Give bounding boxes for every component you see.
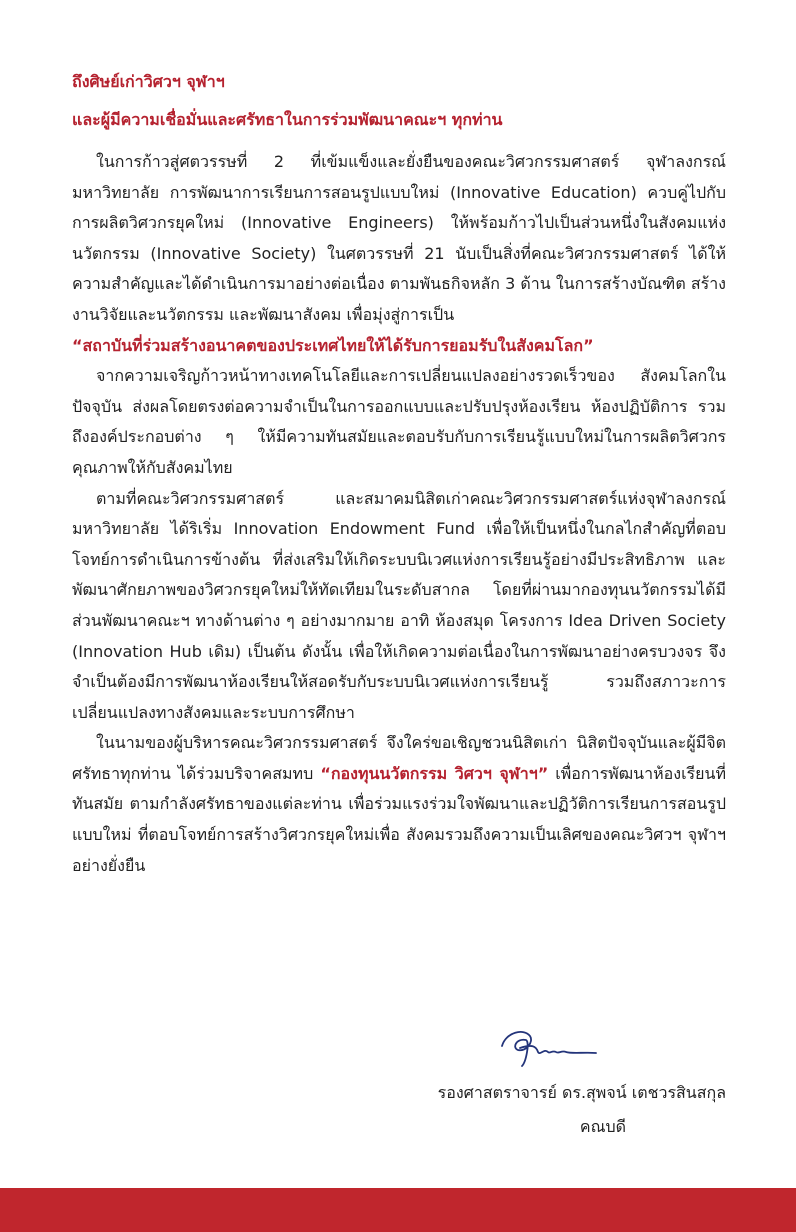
fund-name-highlight: “กองทุนนวัตกรรม วิศวฯ จุฬาฯ” [320,763,549,783]
footer-accent-bar [0,1188,796,1232]
dean-signature [496,1022,606,1072]
paragraph-4-text-end: เพื่อการพัฒนาห้องเรียนที่ทันสมัย ตามกำลังศรัทธาของแต่ละท่าน เพื่อร่วมแรงร่วมใจพัฒนาและปฏิวัติการเรียนการสอนรูปแบบใหม่ ที่ตอบโจทย์การสร้างวิศวกรยุคใหม่เพื่อ สังคมรวมถึงความเป็นเลิศของคณะวิศวฯ จุฬาฯ อย่างยั่งยืน [72,763,726,875]
paragraph-3: ตามที่คณะวิศวกรรมศาสตร์ และสมาคมนิสิตเก่าคณะวิศวกรรมศาสตร์แห่งจุฬาลงกรณ์มหาวิทยาลัย ได้ริเริ่ม Innovation Endowment Fund เพื่อให้เป็นหนึ่งในกลไกสำคัญที่ตอบโจทย์การดำเนินการข้างต้น ที่ส่งเสริมให้เกิดระบบนิเวศแห่งการเรียนรู้อย่างมีประสิทธิภาพ และพัฒนาศักยภาพของวิศวกรยุคใหม่ให้ทัดเทียมในระดับสากล โดยที่ผ่านมากองทุนนวัตกรรมได้มีส่วนพัฒนาคณะฯ ทางด้านต่าง ๆ อย่างมากมาย อาทิ ห้องสมุด โครงการ Idea Driven Society (Innovation Hub เดิม) เป็นต้น ดังนั้น เพื่อให้เกิดความต่อเนื่องในการพัฒนาอย่างครบวงจร จึงจำเป็นต้องมีการพัฒนาห้องเรียนให้สอดรับกับระบบนิเวศแห่งการเรียนรู้ รวมถึงสภาวะการเปลี่ยนแปลงทางสังคมและระบบการศึกษา [72,488,726,722]
paragraph-1 [72,147,726,361]
paragraph-4 [72,728,726,881]
paragraph-2: จากความเจริญก้าวหน้าทางเทคโนโลยีและการเปลี่ยนแปลงอย่างรวดเร็วของ สังคมโลกในปัจจุบัน ส่งผลโดยตรงต่อความจำเป็นในการออกแบบและปรับปรุงห้องเรียน ห้องปฏิบัติการ รวมถึงองค์ประกอบต่าง ๆ ให้มีความทันสมัยและตอบรับกับการเรียนรู้แบบใหม่ในการผลิตวิศวกรคุณภาพให้กับสังคมไทย [72,366,726,477]
signature-stroke [502,1032,596,1066]
paragraph-1-text: ในการก้าวสู่ศตวรรษที่ 2 ที่เข้มแข็งและยั่งยืนของคณะวิศวกรรมศาสตร์ จุฬาลงกรณ์มหาวิทยาลัย การพัฒนาการเรียนการสอนรูปแบบใหม่ (Innovative Education) ควบคู่ไปกับการผลิตวิศวกรยุคใหม่ (Innovative Engineers) ให้พร้อมก้าวไปเป็นส่วนหนึ่งในสังคมแห่งนวัตกรรม (Innovative Society) ในศตวรรษที่ 21 นับเป็นสิ่งที่คณะวิศวกรรมศาสตร์ ได้ให้ความสำคัญและได้ดำเนินการมาอย่างต่อเนื่อง ตามพันธกิจหลัก 3 ด้าน ในการสร้างบัณฑิต สร้างงานวิจัยและนวัตกรรม และพัฒนาสังคม เพื่อมุ่งสู่การเป็น [72,152,726,324]
paragraph-4-text-start: ในนามของผู้บริหารคณะวิศวกรรมศาสตร์ จึงใคร่ขอเชิญชวนนิสิตเก่า นิสิตปัจจุบันและผู้มีจิตศรัทธาทุกท่าน ได้ร่วมบริจาคสมทบ [72,733,726,783]
greeting-line-2: และผู้มีความเชื่อมั่นและศรัทธาในการร่วมพัฒนาคณะฯ ทุกท่าน [72,110,503,129]
institution-vision-quote: “สถาบันที่ร่วมสร้างอนาคตของประเทศไทยให้ได้รับการยอมรับในสังคมโลก” [72,335,594,355]
signer-position: คณบดี [579,1117,626,1136]
signer-name: รองศาสตราจารย์ ดร.สุพจน์ เตชวรสินสกุล [437,1083,726,1102]
letter-body [72,147,726,881]
greeting-line-1: ถึงศิษย์เก่าวิศวฯ จุฬาฯ [72,72,225,91]
